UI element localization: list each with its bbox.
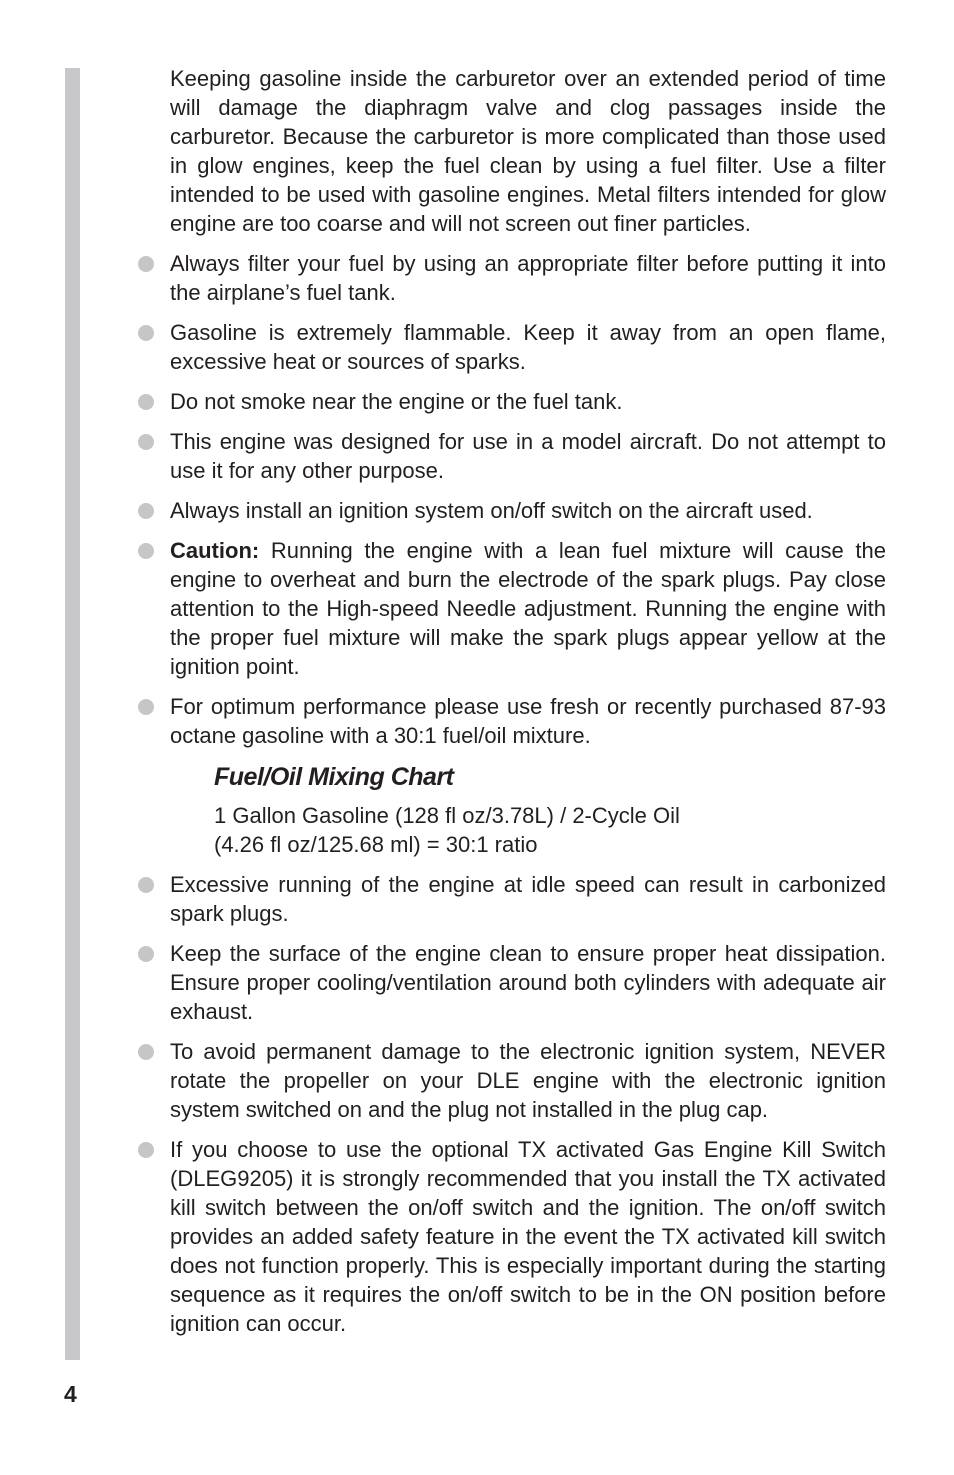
intro-paragraph: Keeping gasoline inside the carburetor over an extended period of time will damage the diaphragm valve and clog passages inside the carburetor. Because the carburetor is more complicated than those used in glow engines, keep the fuel clean by using a fuel filter. Use a filter intended to be used with gasoline engines. Metal filters intended for glow engine are too coarse and will not screen out finer particles.	[170, 66, 886, 236]
caution-text: Running the engine with a lean fuel mixture will cause the engine to overheat and burn the electrode of the spark plugs. Pay close attention to the High-speed Needle adjustment. Running the engine with the proper fuel mixture will make the spark plugs appear yellow at the ignition point.	[170, 538, 886, 679]
list-item	[170, 1135, 886, 1338]
bullet-list-top	[170, 249, 886, 750]
page-number: 4	[64, 1381, 77, 1407]
list-item	[170, 427, 886, 485]
mixing-chart-title: Fuel/Oil Mixing Chart	[214, 763, 454, 791]
margin-bar	[65, 68, 80, 1360]
bullet-icon	[138, 946, 154, 962]
bullet-icon	[138, 325, 154, 341]
bullet-icon	[138, 1044, 154, 1060]
mixing-chart-section	[214, 761, 886, 859]
mixing-chart-line: (4.26 fl oz/125.68 ml) = 30:1 ratio	[214, 832, 538, 857]
bullet-icon	[138, 543, 154, 559]
page-content	[170, 64, 886, 1349]
list-item-text: Always filter your fuel by using an appropriate filter before putting it into the airplane’s fuel tank.	[170, 251, 886, 305]
list-item-text: Excessive running of the engine at idle speed can result in carbonized spark plugs.	[170, 872, 886, 926]
list-item-text: For optimum performance please use fresh or recently purchased 87-93 octane gasoline with a 30:1 fuel/oil mixture.	[170, 694, 886, 748]
bullet-icon	[138, 1142, 154, 1158]
list-item	[170, 1037, 886, 1124]
list-item	[170, 387, 886, 416]
caution-label: Caution:	[170, 538, 260, 563]
list-item	[170, 692, 886, 750]
list-item	[170, 249, 886, 307]
list-item-text: Keep the surface of the engine clean to ensure proper heat dissipation. Ensure proper cooling/ventilation around both cylinders with adequate air exhaust.	[170, 941, 886, 1024]
bullet-icon	[138, 699, 154, 715]
bullet-icon	[138, 256, 154, 272]
list-item-text: This engine was designed for use in a model aircraft. Do not attempt to use it for any other purpose.	[170, 429, 886, 483]
mixing-chart-line: 1 Gallon Gasoline (128 fl oz/3.78L) / 2-Cycle Oil	[214, 803, 680, 828]
list-item	[170, 496, 886, 525]
bullet-list-bottom	[170, 870, 886, 1338]
list-item-text: To avoid permanent damage to the electronic ignition system, NEVER rotate the propeller on your DLE engine with the electronic ignition system switched on and the plug not installed in the plug cap.	[170, 1039, 886, 1122]
list-item-text: Gasoline is extremely flammable. Keep it away from an open flame, excessive heat or sources of sparks.	[170, 320, 886, 374]
bullet-icon	[138, 503, 154, 519]
bullet-icon	[138, 877, 154, 893]
list-item	[170, 318, 886, 376]
bullet-icon	[138, 434, 154, 450]
list-item-text: Do not smoke near the engine or the fuel tank.	[170, 389, 623, 414]
caution-item	[170, 536, 886, 681]
list-item	[170, 939, 886, 1026]
bullet-icon	[138, 394, 154, 410]
list-item-text: If you choose to use the optional TX activated Gas Engine Kill Switch (DLEG9205) it is strongly recommended that you install the TX activated kill switch between the on/off switch and the ignition. The on/off switch provides an added safety feature in the event the TX activated kill switch does not function properly. This is especially important during the starting sequence as it requires the on/off switch to be in the ON position before ignition can occur.	[170, 1137, 886, 1336]
list-item	[170, 870, 886, 928]
list-item-text: Always install an ignition system on/off switch on the aircraft used.	[170, 498, 813, 523]
